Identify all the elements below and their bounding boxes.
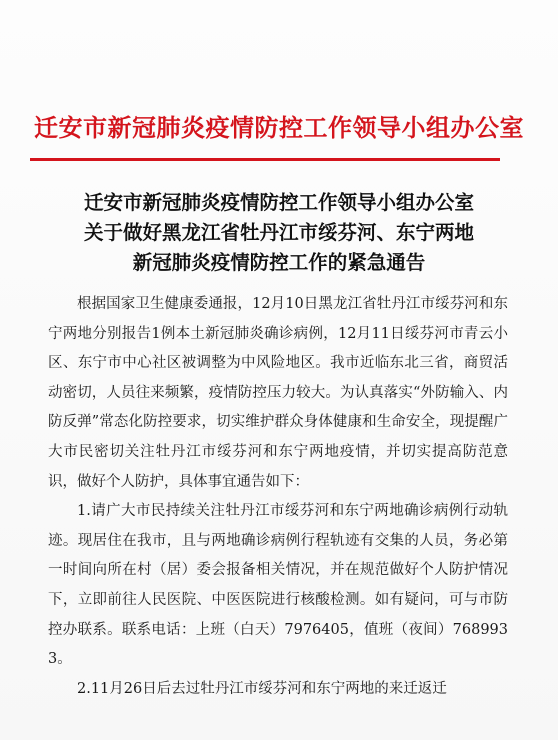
notice-title-line-1: 迁安市新冠肺炎疫情防控工作领导小组办公室 — [83, 191, 474, 214]
paragraph-item-2: 2.11月26日后去过牡丹江市绥芬河和东宁两地的来迁返迁 — [77, 680, 447, 697]
paragraph-intro: 根据国家卫生健康委通报，12月10日黑龙江省牡丹江市绥芬河和东宁两地分别报告1例本土新冠肺炎确诊病例，12月11日绥芬河市青云小区、东宁市中心社区被调整为中风险地区。我市近临东北三省，商贸活动密切，人员往来频繁，疫情防控压力较大。为认真落实“外防输入、内防反弹”常态化防控要求，切实维护群众身体健康和生命安全，现提醒广大市民密切关注牡丹江市绥芬河和东宁两地疫情，并切实提高防范意识，做好个人防护，具体事宜通告如下： — [48, 296, 508, 490]
red-divider-line — [30, 158, 500, 161]
notice-title-line-3: 新冠肺炎疫情防控工作的紧急通告 — [132, 251, 426, 274]
notice-title-line-2: 关于做好黑龙江省牡丹江市绥芬河、东宁两地 — [83, 221, 474, 244]
org-header-title: 迁安市新冠肺炎疫情防控工作领导小组办公室 — [34, 113, 524, 142]
paragraph-item-1: 1.请广大市民持续关注牡丹江市绥芬河和东宁两地确诊病例行动轨迹。现居住在我市，且与两地确诊病例行程轨迹有交集的人员，务必第一时间向所在村（居）委会报备相关情况，并在规范做好个人防护情况下，立即前往人民医院、中医医院进行核酸检测。如有疑问，可与市防控办联系。联系电话：上班（白天）7976405，值班（夜间）7689933。 — [48, 503, 508, 668]
notice-title — [0, 188, 558, 278]
notice-body — [48, 290, 508, 704]
